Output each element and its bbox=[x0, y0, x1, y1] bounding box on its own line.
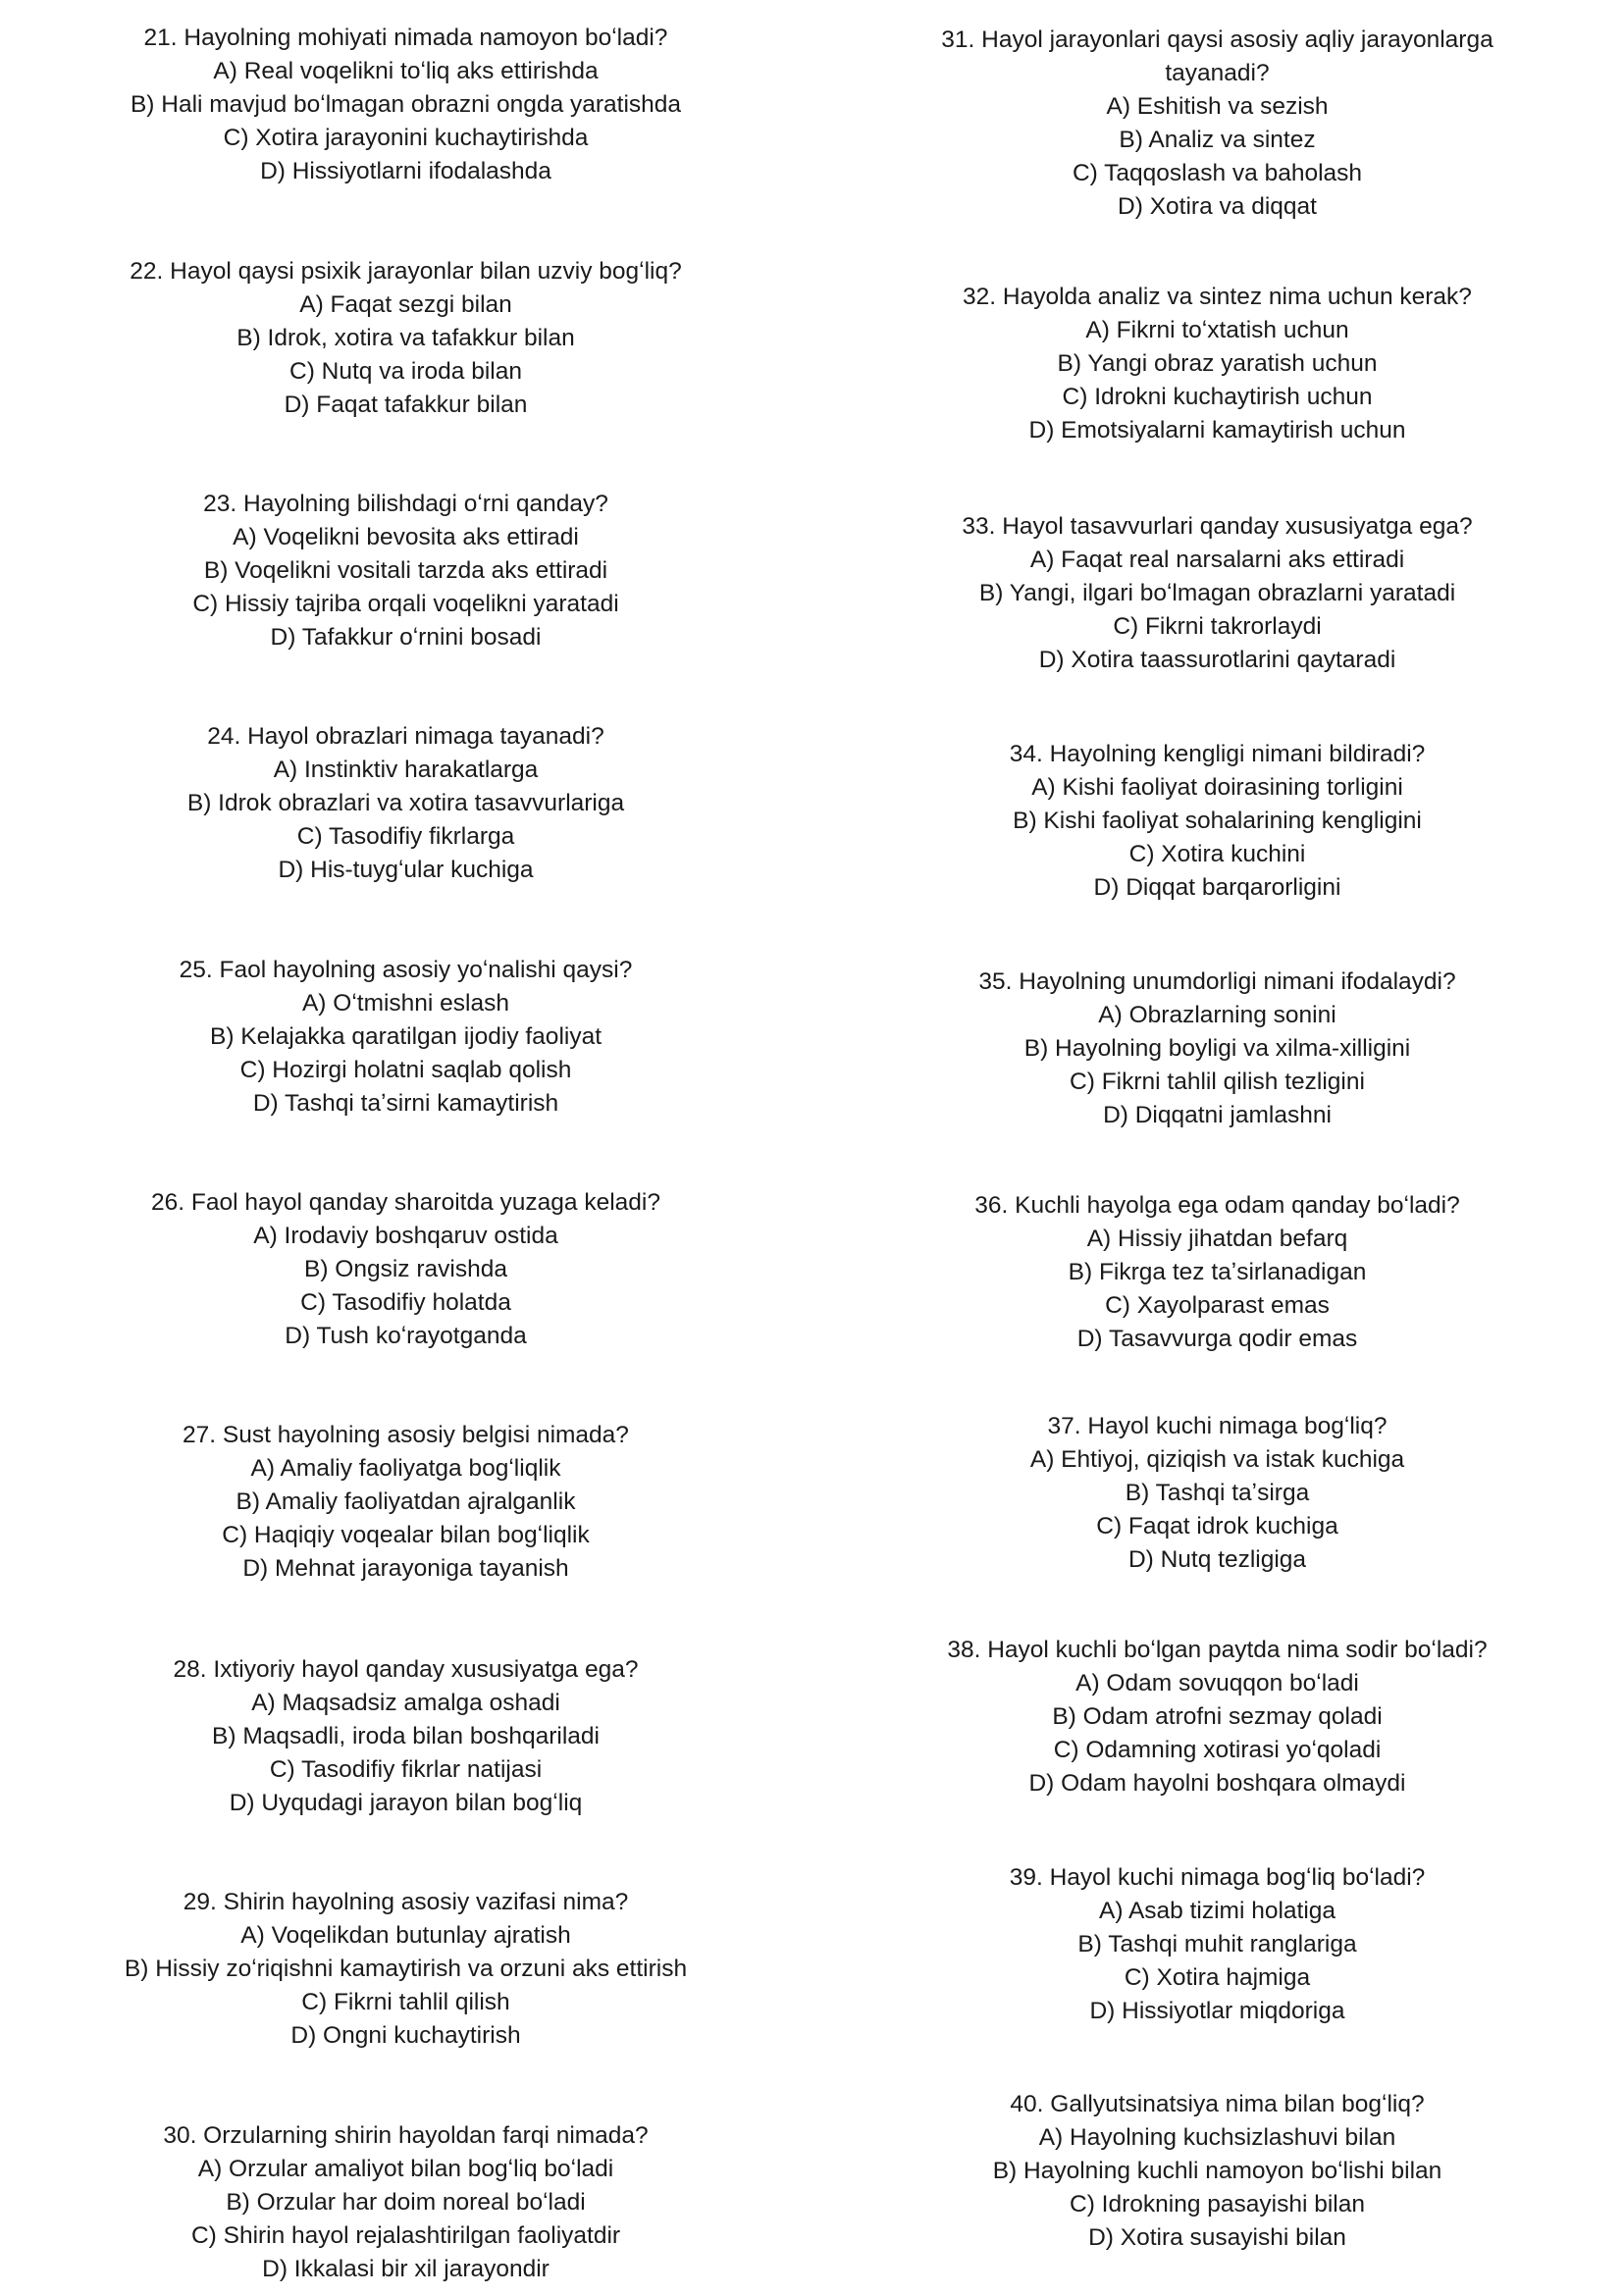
option-c: C) Xotira jarayonini kuchaytirishda bbox=[223, 125, 589, 151]
question-block bbox=[812, 24, 1623, 224]
question-text: 35. Hayolning unumdorligi nimani ifodalaydi? bbox=[978, 968, 1456, 995]
option-c: C) Haqiqiy voqealar bilan bogʻliqlik bbox=[222, 1522, 590, 1548]
option-a: A) Hissiy jihatdan befarq bbox=[1086, 1226, 1348, 1252]
option-b: B) Orzular har doim noreal boʻladi bbox=[226, 2189, 586, 2216]
option-a: A) Eshitish va sezish bbox=[1106, 93, 1329, 120]
question-text: 23. Hayolning bilishdagi oʻrni qanday? bbox=[203, 491, 608, 517]
option-c: C) Fikrni tahlil qilish tezligini bbox=[1070, 1069, 1365, 1095]
question-block bbox=[0, 720, 812, 887]
option-b: B) Maqsadli, iroda bilan boshqariladi bbox=[212, 1723, 600, 1749]
question-text: 22. Hayol qaysi psixik jarayonlar bilan uzviy bogʻliq? bbox=[130, 258, 682, 285]
option-c: C) Faqat idrok kuchiga bbox=[1096, 1513, 1338, 1539]
question-text: 21. Hayolning mohiyati nimada namoyon boʻladi? bbox=[143, 25, 668, 51]
option-c: C) Tasodifiy holatda bbox=[300, 1289, 511, 1316]
option-a: A) Faqat sezgi bilan bbox=[299, 291, 512, 318]
option-c: C) Idrokning pasayishi bilan bbox=[1070, 2191, 1365, 2218]
option-b: B) Hayolning boyligi va xilma-xilligini bbox=[1023, 1035, 1411, 1062]
option-d: D) Tush koʻrayotganda bbox=[285, 1323, 527, 1349]
option-c: C) Fikrni takrorlaydi bbox=[1113, 613, 1322, 640]
question-text: 40. Gallyutsinatsiya nima bilan bogʻliq? bbox=[1010, 2091, 1425, 2117]
option-b: B) Yangi obraz yaratish uchun bbox=[1057, 350, 1378, 377]
option-c: C) Tasodifiy fikrlar natijasi bbox=[269, 1756, 543, 1783]
option-a: A) Amaliy faoliyatga bogʻliqlik bbox=[250, 1455, 561, 1482]
option-c: C) Taqqoslash va baholash bbox=[1072, 160, 1363, 186]
option-d: D) Ikkalasi bir xil jarayondir bbox=[262, 2256, 550, 2282]
option-d: D) Uyqudagi jarayon bilan bogʻliq bbox=[229, 1790, 583, 1816]
option-d: D) Xotira susayishi bilan bbox=[1088, 2224, 1346, 2251]
option-a: A) Hayolning kuchsizlashuvi bilan bbox=[1038, 2124, 1396, 2151]
option-c: C) Nutq va iroda bilan bbox=[289, 358, 522, 385]
right-column bbox=[812, 0, 1623, 2296]
option-d: D) Tafakkur oʻrnini bosadi bbox=[270, 624, 542, 651]
question-block bbox=[812, 1410, 1623, 1577]
option-d: D) Tashqi taʼsirni kamaytirish bbox=[252, 1090, 559, 1117]
question-text: 28. Ixtiyoriy hayol qanday xususiyatga ega? bbox=[173, 1656, 639, 1683]
question-block bbox=[812, 1189, 1623, 1356]
question-text: 31. Hayol jarayonlari qaysi asosiy aqliy jarayonlarga tayanadi? bbox=[941, 26, 1493, 86]
option-c: C) Xayolparast emas bbox=[1105, 1292, 1330, 1319]
option-d: D) His-tuygʻular kuchiga bbox=[278, 857, 534, 883]
option-b: B) Ongsiz ravishda bbox=[304, 1256, 507, 1282]
option-b: B) Voqelikni vositali tarzda aks ettiradi bbox=[203, 557, 608, 584]
question-block bbox=[812, 510, 1623, 677]
option-a: A) Oʻtmishni eslash bbox=[301, 990, 510, 1017]
question-text: 32. Hayolda analiz va sintez nima uchun kerak? bbox=[963, 284, 1472, 310]
question-text: 27. Sust hayolning asosiy belgisi nimada? bbox=[183, 1422, 629, 1448]
option-d: D) Diqqatni jamlashni bbox=[1103, 1102, 1332, 1128]
question-text: 30. Orzularning shirin hayoldan farqi nimada? bbox=[163, 2122, 649, 2149]
option-c: C) Odamning xotirasi yoʻqoladi bbox=[1053, 1737, 1382, 1763]
option-b: B) Analiz va sintez bbox=[1119, 127, 1316, 153]
option-c: C) Shirin hayol rejalashtirilgan faoliyatdir bbox=[190, 2222, 621, 2249]
option-a: A) Ehtiyoj, qiziqish va istak kuchiga bbox=[1029, 1446, 1405, 1473]
option-d: D) Nutq tezligiga bbox=[1127, 1546, 1307, 1573]
question-block bbox=[812, 738, 1623, 905]
option-a: A) Faqat real narsalarni aks ettiradi bbox=[1029, 547, 1405, 573]
question-block bbox=[0, 1886, 812, 2053]
question-text: 39. Hayol kuchi nimaga bogʻliq boʻladi? bbox=[1009, 1864, 1426, 1891]
question-text: 26. Faol hayol qanday sharoitda yuzaga keladi? bbox=[151, 1189, 660, 1216]
option-c: C) Fikrni tahlil qilish bbox=[301, 1989, 510, 2015]
option-a: A) Orzular amaliyot bilan bogʻliq boʻladi bbox=[197, 2156, 614, 2182]
option-a: A) Instinktiv harakatlarga bbox=[273, 757, 539, 783]
option-a: A) Voqelikni bevosita aks ettiradi bbox=[233, 524, 579, 550]
option-d: D) Odam hayolni boshqara olmaydi bbox=[1028, 1770, 1406, 1797]
option-d: D) Xotira va diqqat bbox=[1118, 193, 1317, 220]
question-block bbox=[0, 255, 812, 422]
question-block bbox=[0, 22, 812, 188]
question-block bbox=[812, 1634, 1623, 1800]
question-text: 24. Hayol obrazlari nimaga tayanadi? bbox=[207, 723, 604, 750]
question-block bbox=[0, 954, 812, 1121]
question-block bbox=[812, 965, 1623, 1132]
option-b: B) Tashqi muhit ranglariga bbox=[1077, 1931, 1357, 1957]
option-b: B) Tashqi taʼsirga bbox=[1125, 1480, 1310, 1506]
option-b: B) Hayolning kuchli namoyon boʻlishi bilan bbox=[992, 2158, 1442, 2184]
question-block bbox=[0, 2119, 812, 2286]
question-block bbox=[0, 1419, 812, 1586]
question-text: 38. Hayol kuchli boʻlgan paytda nima sodir boʻladi? bbox=[947, 1637, 1488, 1663]
option-d: D) Hissiyotlarni ifodalashda bbox=[260, 158, 551, 184]
option-c: C) Xotira hajmiga bbox=[1124, 1964, 1311, 1991]
option-a: A) Odam sovuqqon boʻladi bbox=[1075, 1670, 1359, 1696]
option-c: C) Idrokni kuchaytirish uchun bbox=[1062, 384, 1373, 410]
option-d: D) Xotira taassurotlarini qaytaradi bbox=[1038, 647, 1396, 673]
option-d: D) Tasavvurga qodir emas bbox=[1076, 1326, 1358, 1352]
option-d: D) Diqqat barqarorligini bbox=[1093, 874, 1341, 901]
option-b: B) Kelajakka qaratilgan ijodiy faoliyat bbox=[209, 1023, 602, 1050]
option-b: B) Idrok obrazlari va xotira tasavvurlariga bbox=[186, 790, 625, 816]
option-a: A) Voqelikdan butunlay ajratish bbox=[240, 1922, 571, 1949]
question-block bbox=[0, 488, 812, 654]
question-text: 37. Hayol kuchi nimaga bogʻliq? bbox=[1047, 1413, 1388, 1439]
question-text: 25. Faol hayolning asosiy yoʻnalishi qaysi? bbox=[179, 957, 633, 983]
question-text: 33. Hayol tasavvurlari qanday xususiyatga ega? bbox=[962, 513, 1473, 540]
question-block bbox=[812, 1861, 1623, 2028]
option-d: D) Mehnat jarayoniga tayanish bbox=[242, 1555, 569, 1582]
option-b: B) Odam atrofni sezmay qoladi bbox=[1052, 1703, 1383, 1730]
option-b: B) Idrok, xotira va tafakkur bilan bbox=[236, 325, 575, 351]
option-a: A) Obrazlarning sonini bbox=[1098, 1002, 1336, 1028]
option-d: D) Ongni kuchaytirish bbox=[290, 2022, 521, 2049]
question-block bbox=[0, 1653, 812, 1820]
question-block bbox=[0, 1186, 812, 1353]
option-a: A) Asab tizimi holatiga bbox=[1098, 1898, 1336, 1924]
option-a: A) Maqsadsiz amalga oshadi bbox=[251, 1690, 560, 1716]
question-text: 36. Kuchli hayolga ega odam qanday boʻladi? bbox=[974, 1192, 1460, 1219]
option-a: A) Irodaviy boshqaruv ostida bbox=[253, 1223, 558, 1249]
option-b: B) Kishi faoliyat sohalarining kengligini bbox=[1013, 808, 1422, 834]
option-b: B) Fikrga tez taʼsirlanadigan bbox=[1068, 1259, 1367, 1285]
option-c: C) Hissiy tajriba orqali voqelikni yaratadi bbox=[192, 591, 619, 617]
option-b: B) Hali mavjud boʻlmagan obrazni ongda yaratishda bbox=[130, 91, 682, 118]
question-block bbox=[812, 2088, 1623, 2255]
option-b: B) Hissiy zoʻriqishni kamaytirish va orzuni aks ettirish bbox=[124, 1956, 688, 1982]
option-d: D) Hissiyotlar miqdoriga bbox=[1089, 1998, 1345, 2024]
option-c: C) Xotira kuchini bbox=[1128, 841, 1306, 867]
option-d: D) Emotsiyalarni kamaytirish uchun bbox=[1028, 417, 1406, 444]
question-block bbox=[812, 281, 1623, 447]
option-c: C) Tasodifiy fikrlarga bbox=[296, 823, 515, 850]
option-c: C) Hozirgi holatni saqlab qolish bbox=[239, 1057, 572, 1083]
option-b: B) Amaliy faoliyatdan ajralganlik bbox=[236, 1488, 576, 1515]
option-a: A) Real voqelikni toʻliq aks ettirishda bbox=[213, 58, 599, 84]
option-a: A) Kishi faoliyat doirasining torligini bbox=[1031, 774, 1403, 801]
question-text: 34. Hayolning kengligi nimani bildiradi? bbox=[1009, 741, 1426, 767]
option-a: A) Fikrni toʻxtatish uchun bbox=[1085, 317, 1349, 343]
option-b: B) Yangi, ilgari boʻlmagan obrazlarni yaratadi bbox=[978, 580, 1456, 606]
question-text: 29. Shirin hayolning asosiy vazifasi nima? bbox=[183, 1889, 629, 1915]
option-d: D) Faqat tafakkur bilan bbox=[284, 391, 528, 418]
